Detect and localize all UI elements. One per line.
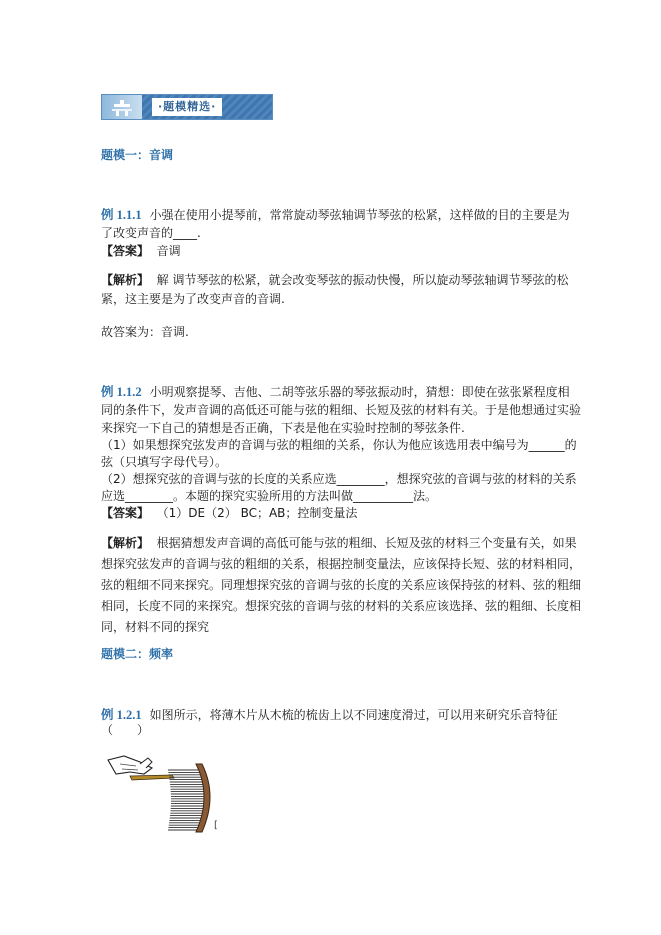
- ex3-label: 例 1.2.1: [101, 708, 142, 722]
- ex3-text-1: 如图所示，将薄木片从木梳的梳齿上以不同速度滑过，可以用来研究乐音特征: [149, 708, 558, 722]
- ex3-line1: [101, 706, 558, 724]
- ex1-text-1: 小强在使用小提琴前，常常旋动琴弦轴调节琴弦的松紧，这样做的目的主要是为: [149, 208, 570, 222]
- ex2-q2-2: 应选________。本题的探究实验所用的方法叫做__________法。: [101, 489, 438, 503]
- ex1-answer: [101, 242, 181, 260]
- ex2-q2-1: （2）想探究弦的音调与弦的长度的关系应选________，想探究弦的音调与弦的材料的关系: [101, 472, 577, 486]
- ex3-text-2: （ ）: [101, 723, 150, 737]
- ex2-line1: [101, 383, 570, 401]
- ex1-conclusion: 故答案为：音调.: [101, 325, 189, 339]
- ex2-label: 例 1.1.2: [101, 385, 142, 399]
- section-title-1: 题模一：音调: [101, 148, 174, 162]
- ex1-text-2: 了改变声音的____.: [101, 226, 201, 240]
- ex2-answer: [101, 504, 357, 522]
- comb-figure: [106, 752, 224, 840]
- ex2-text-1: 小明观察提琴、吉他、二胡等弦乐器的琴弦振动时，猜想：即使在弦张紧程度相: [149, 385, 570, 399]
- section-banner: [101, 94, 273, 120]
- ex1-analysis-tag: 【解析】: [101, 273, 150, 287]
- ex1-answer-tag: 【答案】: [101, 244, 150, 258]
- ex1-answer-text: 音调: [156, 244, 181, 258]
- ex1-line1: [101, 206, 570, 224]
- figure-mark: [: [214, 820, 218, 831]
- ex2-answer-text: （1）DE（2） BC；AB；控制变量法: [156, 506, 358, 520]
- ex1-label: 例 1.1.1: [101, 208, 142, 222]
- ex2-analysis-text-2: 想探究弦发声的音调与弦的粗细的关系，根据控制变量法，应该保持长短、弦的材料相同，: [101, 557, 582, 571]
- ex2-answer-tag: 【答案】: [101, 506, 150, 520]
- ex2-analysis-1: [101, 534, 577, 552]
- ex2-analysis-text-3: 弦的粗细不同来探究。同理想探究弦的音调与弦的长度的关系应该保持弦的材料、弦的粗细: [101, 578, 582, 592]
- banner-icon: [102, 95, 142, 119]
- ex2-q1-2: 弦（只填写字母代号）。: [101, 455, 228, 469]
- ex1-analysis-1: [101, 271, 568, 289]
- section-title-2: 题模二：频率: [101, 647, 174, 661]
- ex1-analysis-text-2: 紧，这主要是为了改变声音的音调.: [101, 292, 285, 306]
- ex1-analysis-text-1: 解 调节琴弦的松紧，就会改变琴弦的振动快慢，所以旋动琴弦轴调节琴弦的松: [156, 273, 569, 287]
- ex2-text-2: 同的条件下，发声音调的高低还可能与弦的粗细、长短及弦的材料有关。于是他想通过实验: [101, 403, 582, 417]
- ex2-analysis-text-4: 相同，长度不同的来探究。想探究弦的音调与弦的材料的关系应该选择、弦的粗细、长度相: [101, 599, 582, 613]
- ex2-analysis-text-5: 同，材料不同的探究: [101, 620, 210, 634]
- banner-title: ·题模精选·: [152, 98, 222, 116]
- ex2-analysis-tag: 【解析】: [101, 536, 150, 550]
- ex2-text-3: 来探究一下自己的猜想是否正确，下表是他在实验时控制的琴弦条件.: [101, 421, 465, 435]
- ex2-analysis-text-1: 根据猜想发声音调的高低可能与弦的粗细、长短及弦的材料三个变量有关，如果: [156, 536, 577, 550]
- ex2-q1-1: （1）如果想探究弦发声的音调与弦的粗细的关系，你认为他应该选用表中编号为______的: [101, 438, 577, 452]
